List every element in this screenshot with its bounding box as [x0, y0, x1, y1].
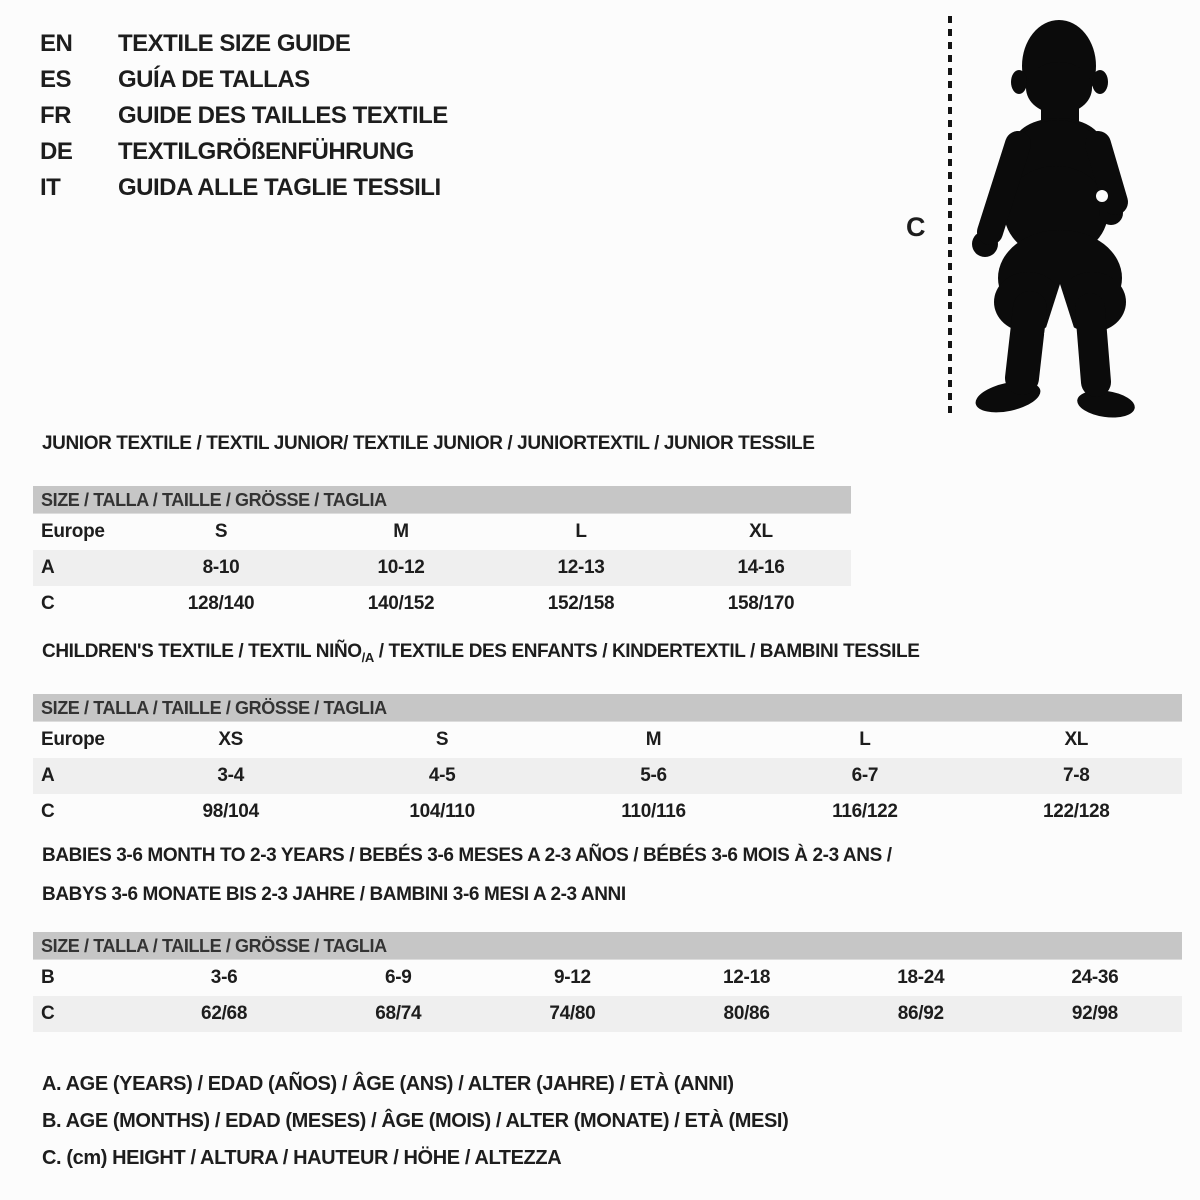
cell-value: 86/92: [897, 1002, 944, 1024]
language-title: GUÍA DE TALLAS: [118, 66, 310, 93]
row-label: B: [41, 966, 55, 988]
legend-line-c: C. (cm) HEIGHT / ALTURA / HAUTEUR / HÖHE / ALTEZZA: [42, 1147, 562, 1169]
row-label: A: [41, 764, 55, 786]
cell-value: 62/68: [201, 1002, 248, 1024]
cell-value: XL: [1064, 728, 1089, 750]
table-row-c: [33, 586, 851, 622]
height-measure-label: C: [906, 212, 926, 242]
language-code: DE: [40, 138, 73, 165]
cell-value: S: [214, 520, 228, 542]
cell-value: 5-6: [640, 764, 667, 786]
row-label: Europe: [41, 520, 105, 542]
language-code: ES: [40, 66, 72, 93]
cell-value: L: [575, 520, 587, 542]
table-row-b: [33, 960, 1182, 996]
cell-value: 80/86: [723, 1002, 770, 1024]
size-header-band: SIZE / TALLA / TAILLE / GRÖSSE / TAGLIA: [33, 932, 1182, 960]
cell-value: 8-10: [202, 556, 240, 578]
toddler-silhouette: [966, 16, 1138, 418]
cell-value: 110/116: [621, 800, 686, 822]
cell-value: 14-16: [737, 556, 785, 578]
section-title: [33, 434, 851, 460]
cell-value: XL: [749, 520, 773, 542]
row-label: C: [41, 592, 55, 614]
cell-value: 24-36: [1071, 966, 1119, 988]
section-children-textile: [33, 642, 1182, 830]
language-row: [40, 170, 448, 206]
cell-value: 6-7: [851, 764, 879, 786]
section-babies-textile: [33, 839, 1182, 1032]
cell-value: 9-12: [554, 966, 591, 988]
cell-value: L: [859, 728, 871, 750]
section-title-sub: /A: [361, 649, 374, 665]
table-row-a: [33, 758, 1182, 794]
measurement-legend: [42, 1066, 788, 1177]
section-title-text: JUNIOR TEXTILE / TEXTIL JUNIOR/ TEXTILE JUNIOR / JUNIORTEXTIL / JUNIOR TESSILE: [42, 433, 815, 454]
cell-value: 122/128: [1042, 800, 1110, 822]
size-header-band: SIZE / TALLA / TAILLE / GRÖSSE / TAGLIA: [33, 694, 1182, 722]
language-row: [40, 26, 448, 62]
legend-line-a: A. AGE (YEARS) / EDAD (AÑOS) / ÂGE (ANS) / ALTER (JAHRE) / ETÀ (ANNI): [42, 1073, 734, 1095]
language-row: [40, 134, 448, 170]
section-title-text: CHILDREN'S TEXTILE / TEXTIL NIÑO: [42, 641, 362, 662]
cell-value: 152/158: [547, 592, 615, 614]
section-title-rest: / TEXTILE DES ENFANTS / KINDERTEXTIL / BAMBINI TESSILE: [373, 641, 920, 662]
language-title: GUIDE DES TAILLES TEXTILE: [118, 102, 448, 129]
row-label: C: [41, 1002, 55, 1024]
cell-value: 18-24: [897, 966, 945, 988]
cell-value: 4-5: [428, 764, 456, 786]
size-header-band: SIZE / TALLA / TAILLE / GRÖSSE / TAGLIA: [33, 486, 851, 514]
section-junior-textile: [33, 434, 851, 622]
row-label: C: [41, 800, 55, 822]
height-dashed-line: [948, 16, 952, 416]
language-title: TEXTILGRÖßENFÜHRUNG: [118, 138, 414, 165]
cell-value: M: [645, 728, 662, 750]
cell-value: 6-9: [384, 966, 412, 988]
cell-value: 3-6: [210, 966, 238, 988]
cell-value: 128/140: [187, 592, 255, 614]
cell-value: 140/152: [367, 592, 435, 614]
row-label: A: [41, 556, 55, 578]
section-title-text: BABIES 3-6 MONTH TO 2-3 YEARS / BEBÉS 3-6 MESES A 2-3 AÑOS / BÉBÉS 3-6 MOIS À 2-3 ANS /: [42, 845, 892, 866]
table-row-europe: [33, 722, 1182, 758]
table-row-c: [33, 996, 1182, 1032]
cell-value: M: [393, 520, 409, 542]
cell-value: 10-12: [377, 556, 425, 578]
section-title-line2: BABYS 3-6 MONATE BIS 2-3 JAHRE / BAMBINI 3-6 MESI A 2-3 ANNI: [42, 883, 626, 905]
cell-value: S: [435, 728, 449, 750]
size-table-junior: [33, 514, 851, 622]
cell-value: 104/110: [409, 800, 475, 822]
language-title: TEXTILE SIZE GUIDE: [118, 30, 351, 57]
language-code: EN: [40, 30, 73, 57]
language-title: GUIDA ALLE TAGLIE TESSILI: [118, 174, 441, 201]
cell-value: 12-13: [557, 556, 605, 578]
language-row: [40, 98, 448, 134]
cell-value: 3-4: [217, 764, 244, 786]
row-label: Europe: [41, 728, 105, 750]
legend-line-b: B. AGE (MONTHS) / EDAD (MESES) / ÂGE (MOIS) / ALTER (MONATE) / ETÀ (MESI): [42, 1110, 789, 1132]
table-row-europe: [33, 514, 851, 550]
section-title: [33, 839, 1182, 911]
language-title-list: [40, 26, 448, 206]
cell-value: 98/104: [202, 800, 259, 822]
cell-value: 74/80: [549, 1002, 596, 1024]
language-code: FR: [40, 102, 71, 129]
language-code: IT: [40, 174, 61, 201]
cell-value: 158/170: [727, 592, 795, 614]
table-row-a: [33, 550, 851, 586]
table-row-c: [33, 794, 1182, 830]
cell-value: 7-8: [1063, 764, 1090, 786]
cell-value: 92/98: [1071, 1002, 1118, 1024]
cell-value: 116/122: [832, 800, 898, 822]
cell-value: XS: [218, 728, 244, 750]
cell-value: 12-18: [723, 966, 771, 988]
language-row: [40, 62, 448, 98]
size-table-children: [33, 722, 1182, 830]
section-title: [33, 642, 1182, 668]
size-table-babies: [33, 960, 1182, 1032]
cell-value: 68/74: [375, 1002, 422, 1024]
